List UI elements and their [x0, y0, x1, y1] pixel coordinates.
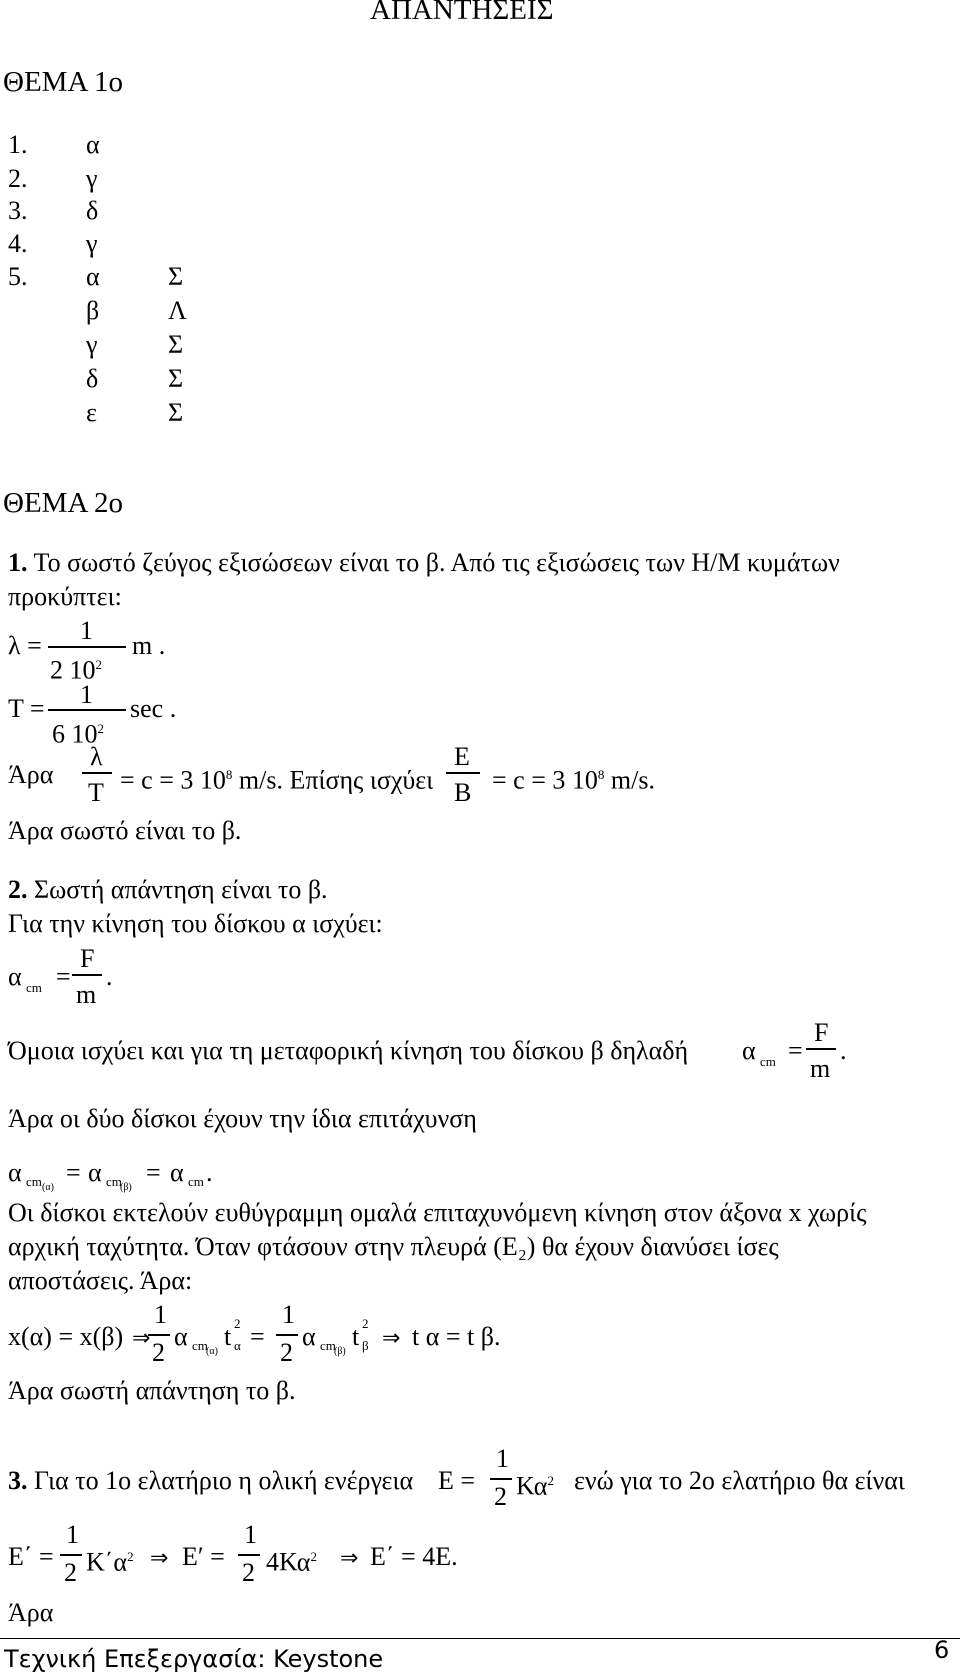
equation-text: = c = 3 10 — [492, 765, 598, 795]
formula-alpha: α — [88, 1158, 102, 1187]
fraction-numerator: 1 — [154, 1300, 167, 1329]
answer-choice: γ — [86, 229, 98, 258]
answer-true-false: Λ — [168, 296, 187, 325]
page-title: ΑΠΑΝΤΗΣΕΙΣ — [370, 0, 554, 26]
answer-number: 2. — [8, 164, 28, 193]
fraction-denominator: B — [454, 778, 472, 807]
subscript-cm: cm — [26, 1174, 42, 1189]
question-line: Άρα οι δύο δίσκοι έχουν την ίδια επιτάχυνση — [8, 1104, 477, 1133]
fraction-bar — [490, 1478, 512, 1480]
answer-choice: ε — [86, 398, 97, 427]
fraction-bar — [60, 1554, 82, 1556]
equation-text: E′ = — [182, 1542, 225, 1571]
fraction-bar — [48, 646, 126, 648]
answer-number: 4. — [8, 229, 28, 258]
question-line: Για το 1ο ελατήριο η ολική ενέργεια — [34, 1466, 414, 1495]
formula-alpha: α — [302, 1322, 316, 1351]
subscript-alpha: (α) — [42, 1182, 54, 1193]
answer-true-false: Σ — [168, 330, 184, 359]
formula-alpha: α — [170, 1158, 184, 1187]
fraction-bar — [446, 772, 480, 774]
equation-text: 4Κα — [266, 1547, 311, 1577]
equals-sign: = — [788, 1036, 803, 1065]
answer-true-false: Σ — [168, 364, 184, 393]
question-line: προκύπτει: — [8, 582, 122, 611]
equation-text: t α = t β. — [412, 1322, 501, 1351]
implies-arrow-icon: ⇒ — [340, 1546, 359, 1571]
question-line: Όμοια ισχύει και για τη μεταφορική κίνηση του δίσκου β δηλαδή — [8, 1036, 689, 1065]
question-line: Για την κίνηση του δίσκου α ισχύει: — [8, 909, 383, 938]
theme2-heading: ΘΕΜΑ 2ο — [3, 487, 124, 519]
answer-true-false: Σ — [168, 398, 184, 427]
footer-text: Τεχνική Επεξεργασία: Keystone — [4, 1645, 384, 1673]
lambda-denominator — [50, 650, 102, 686]
equation-text: K΄α — [86, 1547, 128, 1577]
period-dot: . — [840, 1036, 847, 1065]
implies-arrow-icon: ⇒ — [382, 1326, 401, 1351]
equation — [492, 760, 655, 796]
subscript-alpha: (α) — [206, 1346, 218, 1357]
formula-alpha: α — [8, 962, 22, 991]
equation-text: E΄ = 4E. — [370, 1542, 458, 1571]
question-line: Το σωστό ζεύγος εξισώσεων είναι το β. Από τις εξισώσεις των Η/Μ κυμάτων — [33, 548, 840, 577]
equation-text — [266, 1542, 317, 1578]
equals-sign: = — [146, 1158, 161, 1187]
exponent: 2 — [310, 1549, 317, 1564]
period-unit: sec . — [130, 694, 177, 723]
implies-arrow-icon: ⇒ — [132, 1326, 151, 1351]
subscript-cm: cm — [26, 980, 42, 995]
fraction-denominator: 2 — [280, 1338, 293, 1367]
equals-sign: = — [250, 1322, 265, 1351]
fraction-denominator: m — [810, 1054, 831, 1083]
denominator-text: 2 10 — [50, 655, 96, 685]
time-symbol: t — [352, 1322, 360, 1351]
conclusion: Άρα σωστό είναι το β. — [8, 816, 242, 845]
question-line: ενώ για το 2ο ελατήριο θα είναι — [574, 1466, 905, 1495]
subscript-cm: cm — [188, 1174, 204, 1189]
equation-text — [516, 1466, 554, 1502]
fraction-numerator: F — [80, 944, 95, 973]
equation-text: Κα — [516, 1471, 548, 1501]
answer-number: 5. — [8, 262, 28, 291]
formula-alpha: α — [174, 1322, 188, 1351]
equation-text: E = — [438, 1466, 476, 1495]
question-line: αποστάσεις. Άρα: — [8, 1266, 193, 1295]
period-numerator: 1 — [80, 680, 93, 709]
exponent: 2 — [127, 1549, 134, 1564]
fraction-denominator: m — [76, 980, 97, 1009]
exponent: 2 — [547, 1473, 554, 1488]
question-line: Οι δίσκοι εκτελούν ευθύγραμμη ομαλά επιταχυνόμενη κίνηση στον άξονα x χωρίς — [8, 1198, 867, 1227]
implies-arrow-icon: ⇒ — [150, 1546, 169, 1571]
answer-choice: γ — [86, 164, 98, 193]
equation-text: E΄ = — [8, 1542, 54, 1571]
fraction-bar — [48, 709, 126, 711]
footer-divider — [0, 1638, 960, 1639]
question-1-text — [8, 548, 840, 578]
fraction-denominator: 2 — [152, 1338, 165, 1367]
conclusion: Άρα σωστή απάντηση το β. — [8, 1376, 296, 1405]
answer-choice: δ — [86, 364, 99, 393]
equals-sign: = — [66, 1158, 81, 1187]
lambda-unit: m . — [132, 631, 166, 660]
subscript-beta: (β) — [120, 1182, 132, 1193]
question-line: Σωστή απάντηση είναι το β. — [34, 875, 328, 904]
period-dot: . — [206, 1158, 213, 1187]
equals-sign: = — [56, 962, 71, 991]
answer-number: 1. — [8, 130, 28, 159]
question-number: 2. — [8, 875, 28, 904]
answer-choice: α — [86, 130, 100, 159]
fraction-bar — [806, 1048, 836, 1050]
subscript-beta: (β) — [334, 1346, 346, 1357]
ara-label: Άρα — [8, 1598, 54, 1627]
ara-label: Άρα — [8, 760, 54, 789]
page-number: 6 — [934, 1636, 950, 1664]
subscript-cm: cm — [760, 1054, 776, 1069]
answer-choice: γ — [86, 330, 98, 359]
fraction-denominator: 2 — [242, 1558, 255, 1587]
question-3-text — [8, 1466, 413, 1496]
answer-choice: δ — [86, 196, 99, 225]
answer-true-false: Σ — [168, 262, 184, 291]
equation-text: x(α) = x(β) — [8, 1322, 124, 1351]
fraction-bar — [82, 772, 112, 774]
question-number: 1. — [8, 548, 28, 577]
denominator-text: 6 10 — [52, 719, 98, 749]
theme1-heading: ΘΕΜΑ 1ο — [3, 66, 124, 98]
fraction-bar — [72, 974, 102, 976]
question-number: 3. — [8, 1466, 28, 1495]
fraction-numerator: E — [454, 742, 470, 771]
answer-number: 3. — [8, 196, 28, 225]
exponent: 8 — [597, 767, 605, 782]
fraction-numerator: λ — [90, 742, 103, 771]
time-symbol: t — [224, 1322, 232, 1351]
fraction-bar — [148, 1334, 170, 1336]
answer-choice: β — [86, 296, 100, 325]
exponent: 8 — [225, 767, 233, 782]
exponent: 2 — [95, 657, 102, 672]
lambda-lhs: λ = — [8, 631, 42, 660]
equation-text — [86, 1542, 134, 1578]
question-2-text — [8, 875, 328, 905]
exponent: 2 — [234, 1316, 241, 1331]
fraction-numerator: 1 — [244, 1520, 257, 1549]
fraction-numerator: F — [814, 1018, 829, 1047]
answer-choice: α — [86, 262, 100, 291]
subscript-alpha: α — [234, 1338, 241, 1353]
subscript-cm: cm — [192, 1338, 208, 1353]
lambda-numerator: 1 — [80, 616, 93, 645]
equation-text: = c = 3 10 — [120, 765, 226, 795]
equation — [120, 760, 433, 796]
equation-text: m/s. Επίσης ισχύει — [238, 765, 434, 795]
subscript-cm: cm — [320, 1338, 336, 1353]
fraction-denominator: 2 — [494, 1482, 507, 1511]
formula-alpha: α — [742, 1036, 756, 1065]
fraction-numerator: 1 — [496, 1444, 509, 1473]
exponent: 2 — [362, 1316, 369, 1331]
fraction-numerator: 1 — [66, 1520, 79, 1549]
fraction-numerator: 1 — [282, 1300, 295, 1329]
formula-alpha: α — [8, 1158, 22, 1187]
subscript-beta: β — [362, 1338, 369, 1353]
period-lhs: T = — [8, 694, 45, 723]
fraction-bar — [238, 1554, 260, 1556]
equation-text: m/s. — [610, 765, 655, 795]
question-line: αρχική ταχύτητα. Όταν φτάσουν στην πλευρά (Ε₂) θα έχουν διανύσει ίσες — [8, 1232, 779, 1261]
exponent: 2 — [97, 721, 104, 736]
fraction-denominator: T — [88, 778, 104, 807]
subscript-cm: cm — [106, 1174, 122, 1189]
period-dot: . — [106, 962, 113, 991]
fraction-denominator: 2 — [64, 1558, 77, 1587]
fraction-bar — [276, 1334, 298, 1336]
